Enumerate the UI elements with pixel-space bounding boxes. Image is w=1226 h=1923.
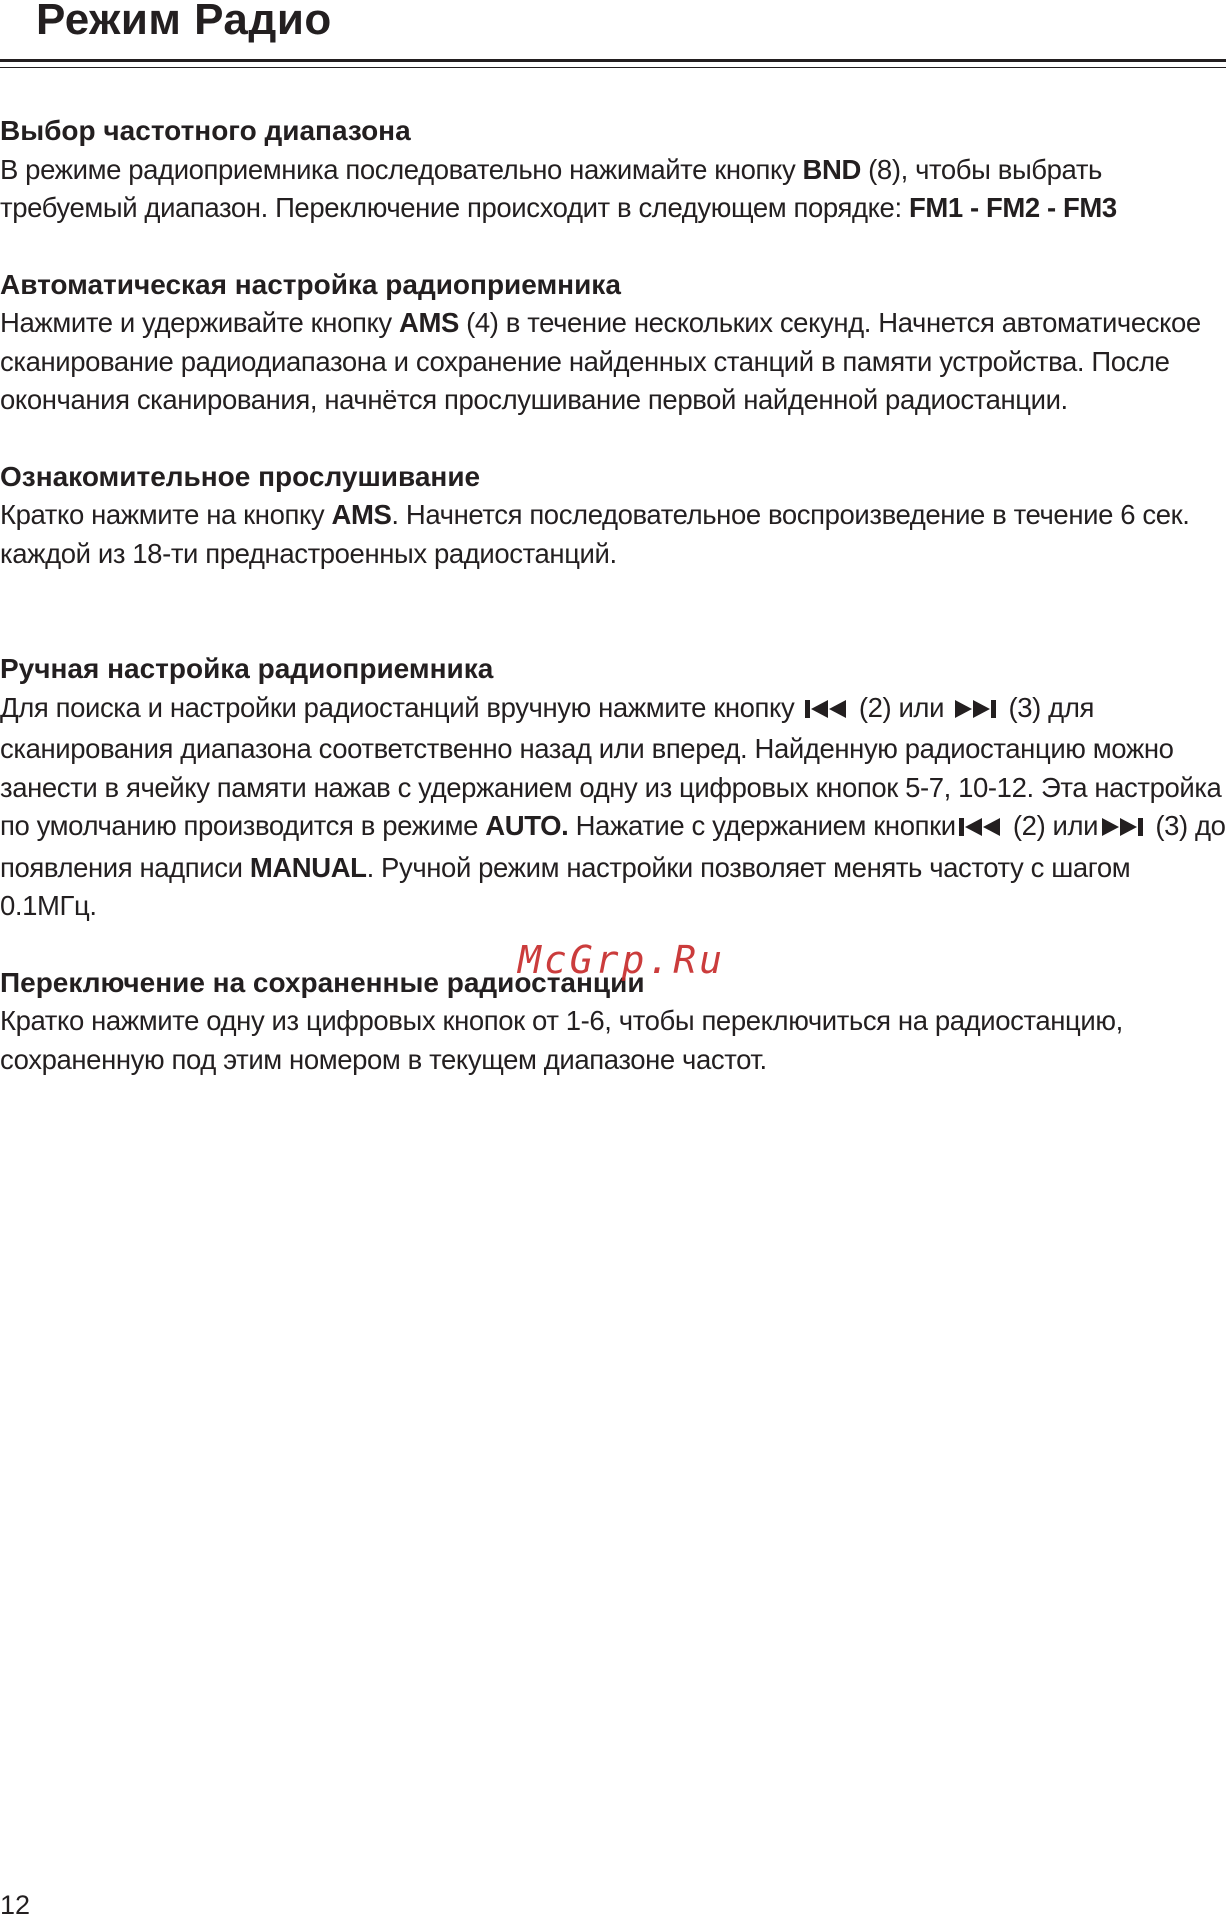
- section-text: [0, 689, 1226, 926]
- text-run: Кратко нажмите на кнопку: [0, 499, 332, 530]
- text-run: Нажатие с удержанием кнопки: [568, 810, 956, 841]
- section-heading: Ознакомительное прослушивание: [0, 460, 481, 492]
- ams-button-name: AMS: [398, 307, 459, 338]
- text-run: В режиме радиоприемника последовательно нажимайте кнопку: [0, 153, 803, 185]
- watermark: McGrp.Ru: [518, 938, 726, 982]
- manual-mode-label: MANUAL: [249, 851, 367, 883]
- section-band-selection: [0, 112, 1226, 228]
- text-run: Для поиска и настройки радиостанций вручную нажмите кнопку: [0, 691, 802, 723]
- section-heading: Выбор частотного диапазона: [0, 115, 411, 146]
- section-text: [0, 304, 1226, 420]
- document-body: [0, 112, 1226, 1079]
- section-manual-tuning: [0, 650, 1226, 926]
- ams-button-name: AMS: [331, 499, 392, 530]
- page-number: 12: [0, 1890, 31, 1920]
- section-auto-tuning: [0, 266, 1226, 420]
- text-run: (2) или: [851, 691, 952, 723]
- skip-previous-icon: [804, 692, 850, 731]
- section-heading: Ручная настройка радиоприемника: [0, 653, 494, 684]
- skip-next-icon: [1100, 810, 1146, 849]
- text-run: (8), чтобы выбрать требуемый диапазон. Переключение происходит в следующем порядке:: [0, 153, 1102, 223]
- header-rule-thick: [0, 59, 1226, 62]
- text-run: Нажмите и удерживайте кнопку: [0, 307, 399, 338]
- section-text: Кратко нажмите одну из цифровых кнопок от 1-6, чтобы переключиться на радиостанцию, сохраненную под этим номером в текущем диапазоне частот.: [0, 1005, 1123, 1075]
- page-title: Режим Радио: [36, 0, 332, 44]
- text-run: . Начнется последовательное воспроизведение в течение 6 сек. каждой из 18-ти преднастроенных радиостанций.: [0, 499, 1190, 569]
- band-order: FM1 - FM2 - FM3: [908, 192, 1117, 223]
- section-text: [0, 151, 1226, 228]
- section-preview-listening: [0, 458, 1226, 574]
- bnd-button-name: BND: [802, 153, 861, 185]
- text-run: (2) или: [1005, 810, 1099, 841]
- section-text: [0, 496, 1226, 573]
- text-run: (4) в течение нескольких секунд. Начнется автоматическое сканирование радиодиапазона и сохранение найденных станций в памяти устройства. После окончания сканирования, начнётся прослушивание первой найденной радиостанции.: [0, 307, 1201, 415]
- header-rule-thin: [0, 67, 1226, 68]
- section-heading: Автоматическая настройка радиоприемника: [0, 268, 621, 300]
- text-run: (3) для сканирования диапазона соответственно назад или вперед. Найденную радиостанцию можно занести в ячейку памяти нажав с удержанием одну из цифровых кнопок 5-7, 10-12. Эта настройка по умолчанию производится в режиме: [0, 691, 1222, 841]
- section-heading: Переключение на сохраненные радиостанции: [0, 966, 645, 998]
- skip-previous-icon: [958, 810, 1004, 849]
- text-run: . Ручной режим настройки позволяет менять частоту с шагом 0.1МГц.: [0, 851, 1131, 921]
- auto-mode-label: AUTO.: [485, 810, 569, 841]
- skip-next-icon: [953, 692, 999, 731]
- text-run: (3) до появления надписи: [0, 810, 1226, 883]
